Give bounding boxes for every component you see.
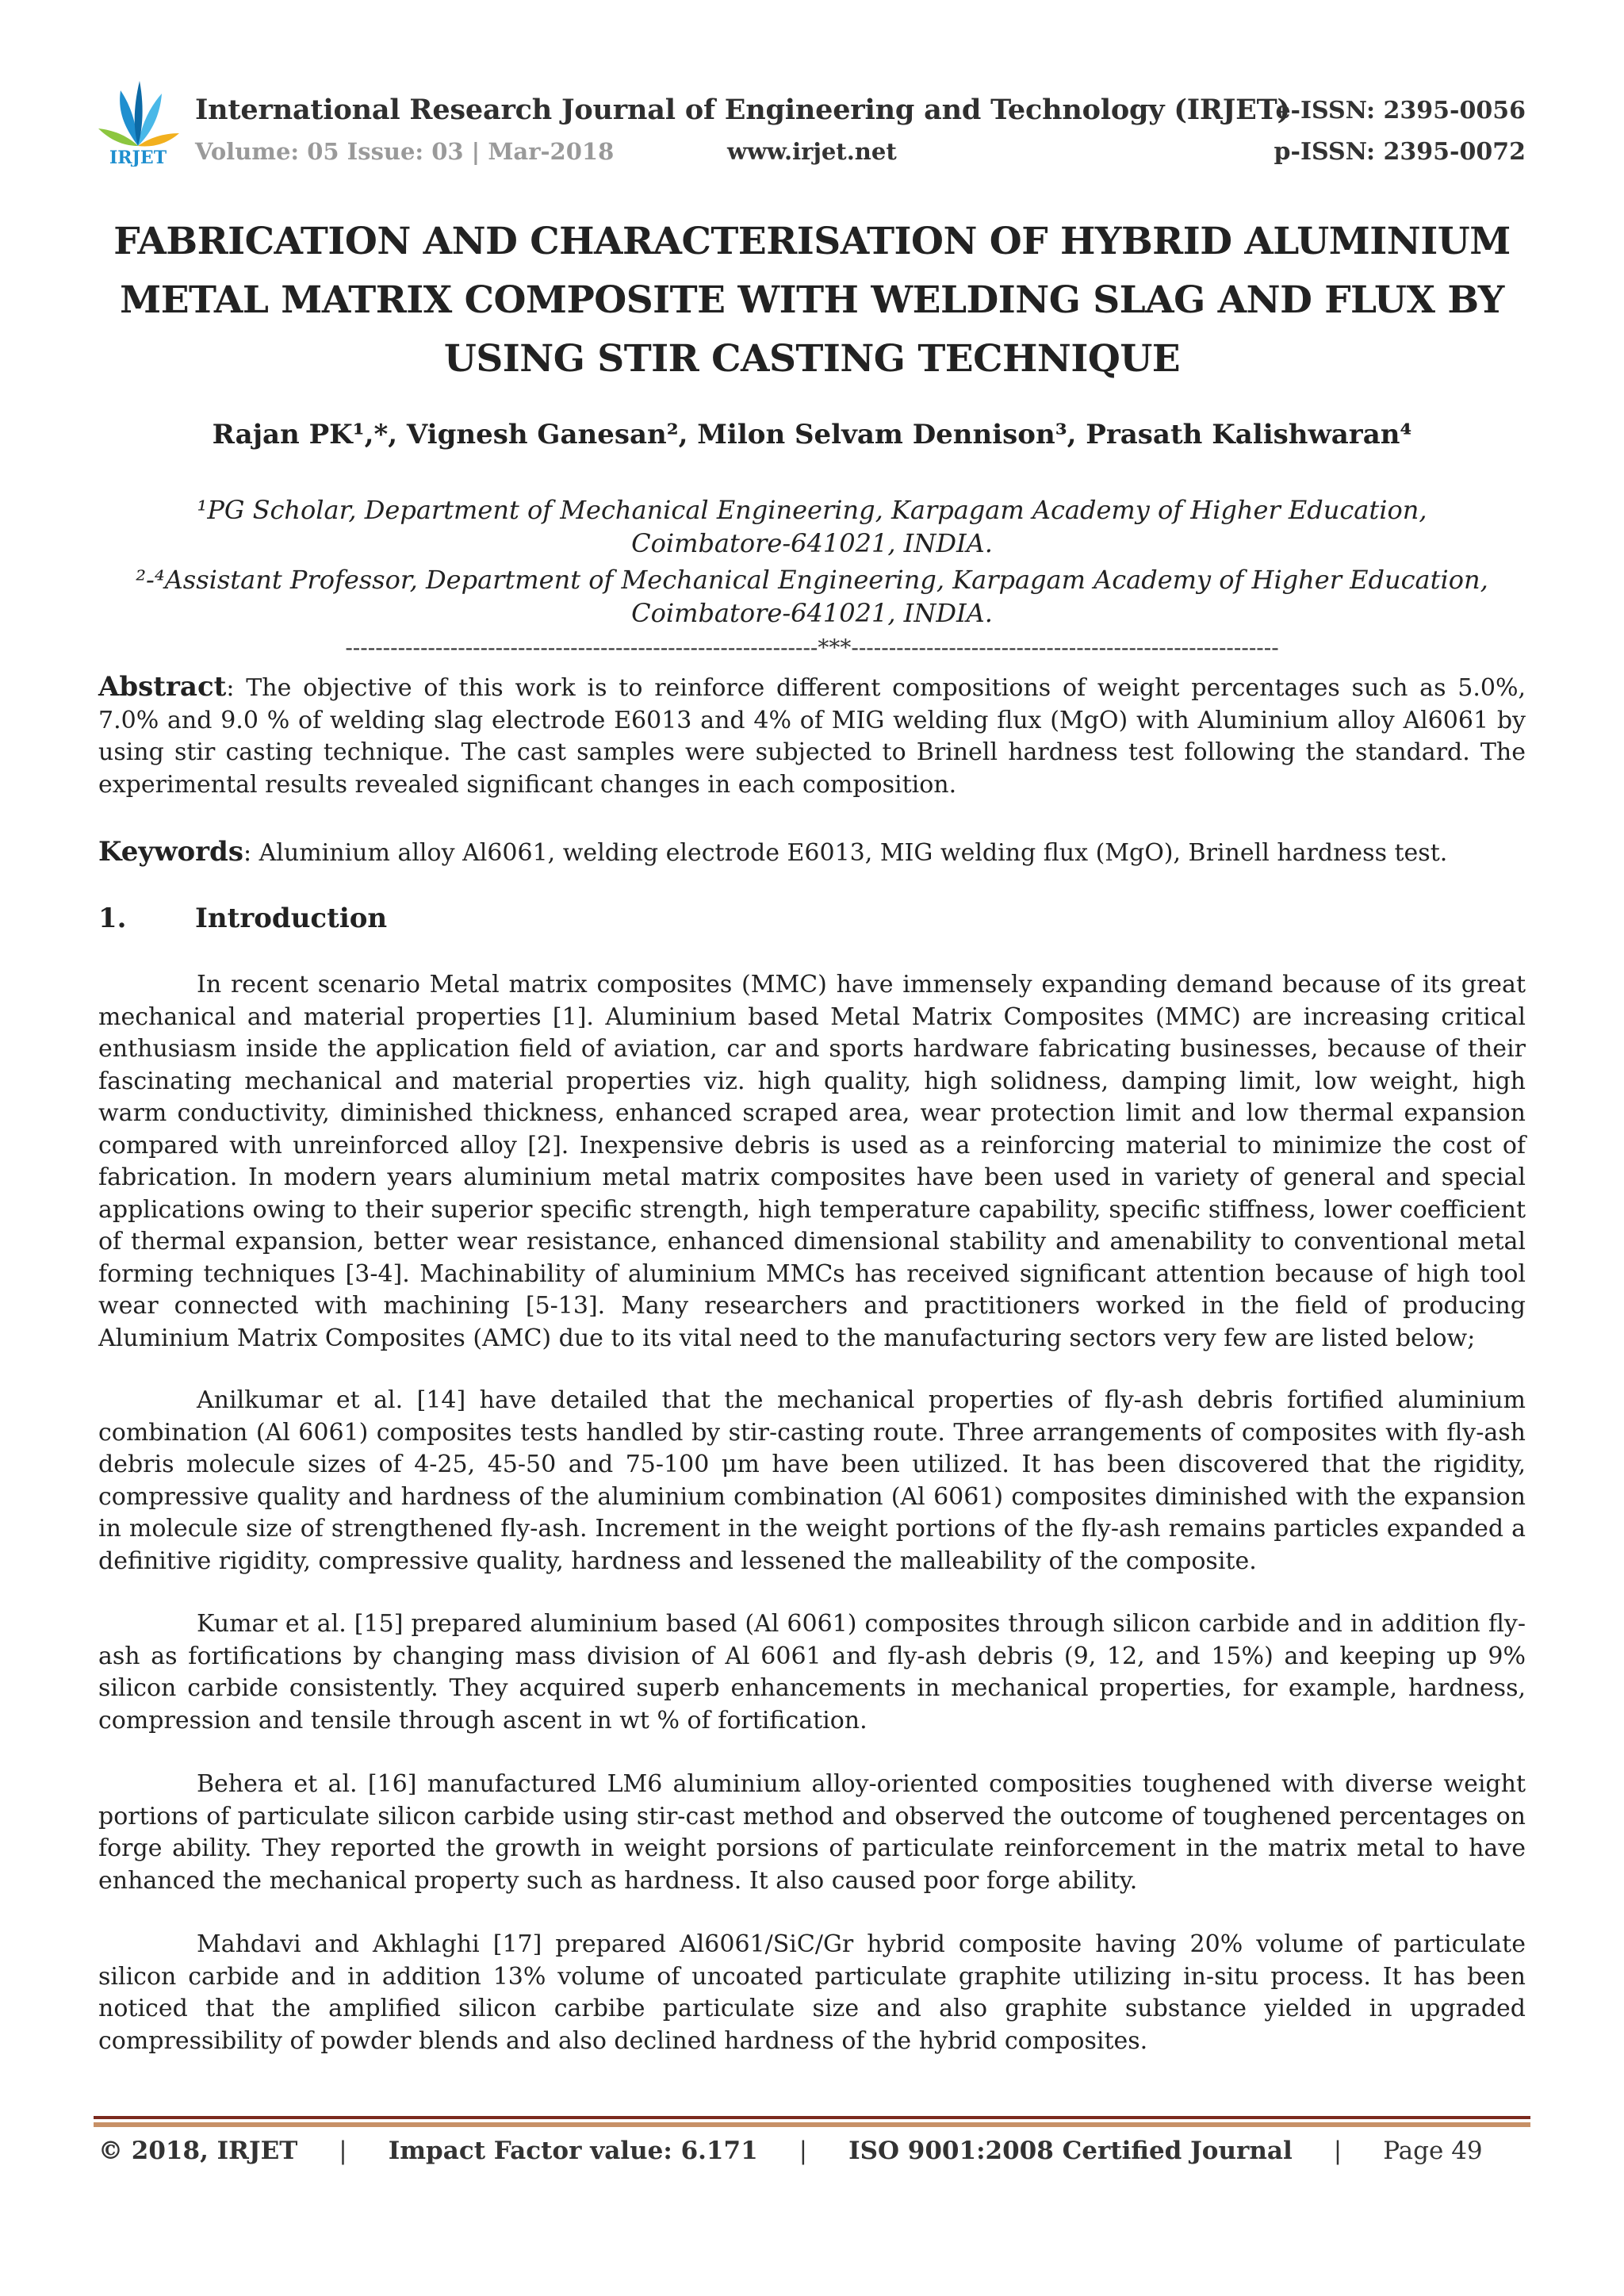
journal-name: International Research Journal of Engineering and Technology (IRJET) bbox=[195, 94, 1290, 126]
body-paragraph: Behera et al. [16] manufactured LM6 aluminium alloy-oriented composities toughened with diverse weight portions of particulate silicon carbide using stir-cast method and observed the outcome of toughened percentages on forge ability. They reported the growth in weight porsions of particulate reinforcement in the matrix metal to have enhanced the mechanical property such as hardness. It also caused poor forge ability. bbox=[98, 1770, 1526, 1895]
affiliation-2: ²‑⁴Assistant Professor, Department of Mechanical Engineering, Karpagam Academy of Higher Education, Coimbatore-641021, INDIA. bbox=[136, 565, 1488, 628]
abstract bbox=[98, 671, 1526, 801]
footer-rule-accent bbox=[94, 2122, 1530, 2127]
page-number: Page 49 bbox=[1383, 2137, 1483, 2165]
section-title: Introduction bbox=[195, 903, 388, 934]
paper-title: FABRICATION AND CHARACTERISATION OF HYBRID ALUMINIUM METAL MATRIX COMPOSITE WITH WELDING SLAG AND FLUX BY USING STIR CASTING TECHNIQUE bbox=[113, 220, 1511, 381]
journal-website[interactable]: www.irjet.net bbox=[727, 138, 897, 165]
abstract-text: : The objective of this work is to reinforce different compositions of weight percentages such as 5.0%, 7.0% and 9.0 % of welding slag electrode E6013 and 4% of MIG welding flux (MgO) with Aluminium alloy Al6061 by using stir casting technique. The cast samples were subjected to Brinell hardness test following the standard. The experimental results revealed significant changes in each composition. bbox=[98, 674, 1526, 799]
footer-iso: ISO 9001:2008 Certified Journal bbox=[848, 2137, 1293, 2165]
section-number: 1. bbox=[98, 903, 127, 934]
body-paragraph: Kumar et al. [15] prepared aluminium based (Al 6061) composites through silicon carbide and in addition fly-ash as fortifications by changing mass division of Al 6061 and fly-ash debris (9, 12, and 15%) and keeping up 9% silicon carbide consistently. They acquired superb enhancements in mechanical properties, for example, hardness, compression and tensile through ascent in wt % of fortification. bbox=[98, 1610, 1526, 1734]
footer-rule bbox=[94, 2116, 1530, 2119]
p-issn: p-ISSN: 2395-0072 bbox=[1274, 138, 1526, 166]
irjet-logo bbox=[94, 73, 182, 167]
footer-divider: | bbox=[1333, 2137, 1342, 2165]
footer-copyright: © 2018, IRJET bbox=[98, 2137, 298, 2165]
volume-issue: Volume: 05 Issue: 03 | Mar-2018 bbox=[195, 138, 615, 165]
keywords bbox=[98, 836, 1526, 870]
abstract-label: Abstract bbox=[98, 671, 227, 703]
footer-divider: | bbox=[799, 2137, 808, 2165]
keywords-text: : Aluminium alloy Al6061, welding electrode E6013, MIG welding flux (MgO), Brinell hardness test. bbox=[243, 839, 1448, 867]
svg-text:IRJET: IRJET bbox=[109, 148, 167, 167]
keywords-label: Keywords bbox=[98, 836, 243, 868]
page-footer bbox=[98, 2137, 1483, 2165]
footer-impact-factor: Impact Factor value: 6.171 bbox=[388, 2137, 758, 2165]
author-list: Rajan PK¹,*, Vignesh Ganesan², Milon Selvam Dennison³, Prasath Kalishwaran⁴ bbox=[212, 419, 1412, 450]
separator-line: ---------------------------------------------------------------***--------------------------------------------------------- bbox=[345, 634, 1279, 661]
body-paragraph: Anilkumar et al. [14] have detailed that the mechanical properties of fly-ash debris fortified aluminium combination (Al 6061) composites tests handled by stir-casting route. Three arrangements of composites with fly-ash debris molecule sizes of 4-25, 45-50 and 75-100 μm have been utilized. It has been discovered that the rigidity, compressive quality and hardness of the aluminium combination (Al 6061) composites diminished with the expansion in molecule size of strengthened fly-ash. Increment in the weight portions of the fly-ash remains particles expanded a definitive rigidity, compressive quality, hardness and lessened the malleability of the composite. bbox=[98, 1386, 1526, 1575]
body-paragraph: Mahdavi and Akhlaghi [17] prepared Al6061/SiC/Gr hybrid composite having 20% volume of particulate silicon carbide and in addition 13% volume of uncoated particulate graphite utilizing in-situ process. It has been noticed that the amplified silicon carbibe particulate size and also graphite substance yielded in upgraded compressibility of powder blends and also declined hardness of the hybrid composites. bbox=[98, 1930, 1526, 2055]
footer-divider: | bbox=[339, 2137, 347, 2165]
body-paragraph: In recent scenario Metal matrix composites (MMC) have immensely expanding demand because of its great mechanical and material properties [1]. Aluminium based Metal Matrix Composites (MMC) are increasing critical enthusiasm inside the application field of aviation, car and sports hardware fabricating businesses, because of their fascinating mechanical and material properties viz. high quality, high solidness, damping limit, low weight, high warm conductivity, diminished thickness, enhanced scraped area, wear protection limit and low thermal expansion compared with unreinforced alloy [2]. Inexpensive debris is used as a reinforcing material to minimize the cost of fabrication. In modern years aluminium metal matrix composites have been used in variety of general and special applications owing to their superior specific strength, high temperature capability, specific stiffness, lower coefficient of thermal expansion, better wear resistance, enhanced dimensional stability and amenability to conventional metal forming techniques [3-4]. Machinability of aluminium MMCs has received significant attention because of high tool wear connected with machining [5-13]. Many researchers and practitioners worked in the field of producing Aluminium Matrix Composites (AMC) due to its vital need to the manufacturing sectors very few are listed below; bbox=[98, 971, 1526, 1352]
affiliation-1: ¹PG Scholar, Department of Mechanical Engineering, Karpagam Academy of Higher Education, Coimbatore-641021, INDIA. bbox=[197, 495, 1427, 558]
e-issn: e-ISSN: 2395-0056 bbox=[1275, 97, 1526, 125]
